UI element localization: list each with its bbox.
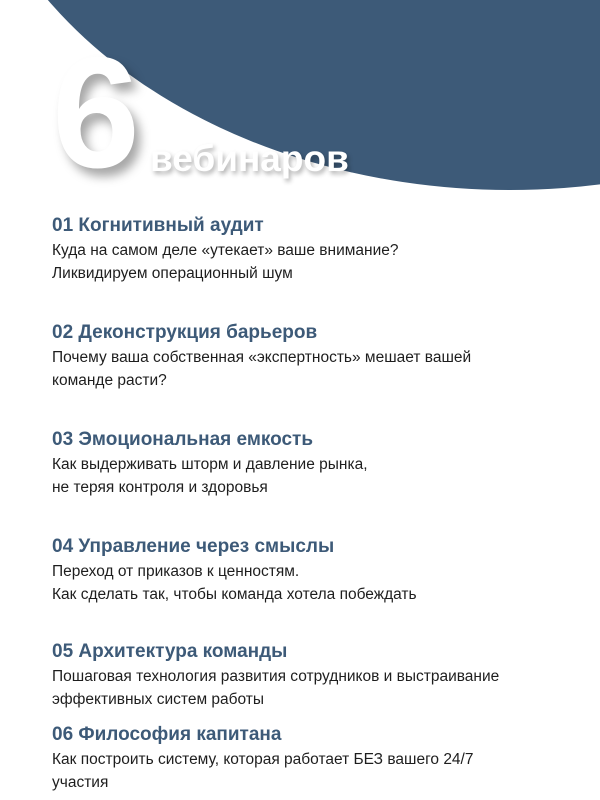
webinar-description-line: Как сделать так, чтобы команда хотела побеждать xyxy=(52,586,417,603)
webinar-description-line: эффективных систем работы xyxy=(52,691,265,708)
webinar-description-line: команде расти? xyxy=(52,372,167,389)
webinar-description-line: Переход от приказов к ценностям. xyxy=(52,563,300,580)
hero-word: вебинаров xyxy=(150,138,349,179)
webinar-description-line: Как выдерживать шторм и давление рынка, xyxy=(52,456,368,473)
webinar-description xyxy=(52,664,572,711)
webinar-title: 05 Архитектура команды xyxy=(52,641,288,662)
webinar-description xyxy=(52,345,572,392)
webinar-item-06 xyxy=(52,723,572,794)
webinar-description-line: Почему ваша собственная «экспертность» мешает вашей xyxy=(52,349,472,366)
webinar-description xyxy=(52,559,572,606)
webinar-description-line: Куда на самом деле «утекает» ваше внимание? xyxy=(52,242,399,259)
webinar-title: 02 Деконструкция барьеров xyxy=(52,322,318,343)
hero-number: 6 xyxy=(52,25,136,201)
webinar-item-05 xyxy=(52,640,572,711)
webinar-description xyxy=(52,452,572,499)
webinar-title: 03 Эмоциональная емкость xyxy=(52,429,314,450)
webinar-item-04 xyxy=(52,535,572,606)
webinar-item-03 xyxy=(52,428,572,499)
webinar-description-line: участия xyxy=(52,774,109,791)
webinar-title: 04 Управление через смыслы xyxy=(52,536,335,557)
webinar-description-line: Пошаговая технология развития сотрудников и выстраивание xyxy=(52,668,500,685)
webinar-description xyxy=(52,238,572,285)
webinar-description-line: не теряя контроля и здоровья xyxy=(52,479,268,496)
webinar-description-line: Ликвидируем операционный шум xyxy=(52,265,293,282)
webinar-title: 06 Философия капитана xyxy=(52,724,282,745)
webinar-title: 01 Когнитивный аудит xyxy=(52,215,264,236)
webinar-description-line: Как построить систему, которая работает БЕЗ вашего 24/7 xyxy=(52,751,474,768)
webinar-description xyxy=(52,747,572,794)
webinar-item-01 xyxy=(52,214,572,285)
webinar-item-02 xyxy=(52,321,572,392)
